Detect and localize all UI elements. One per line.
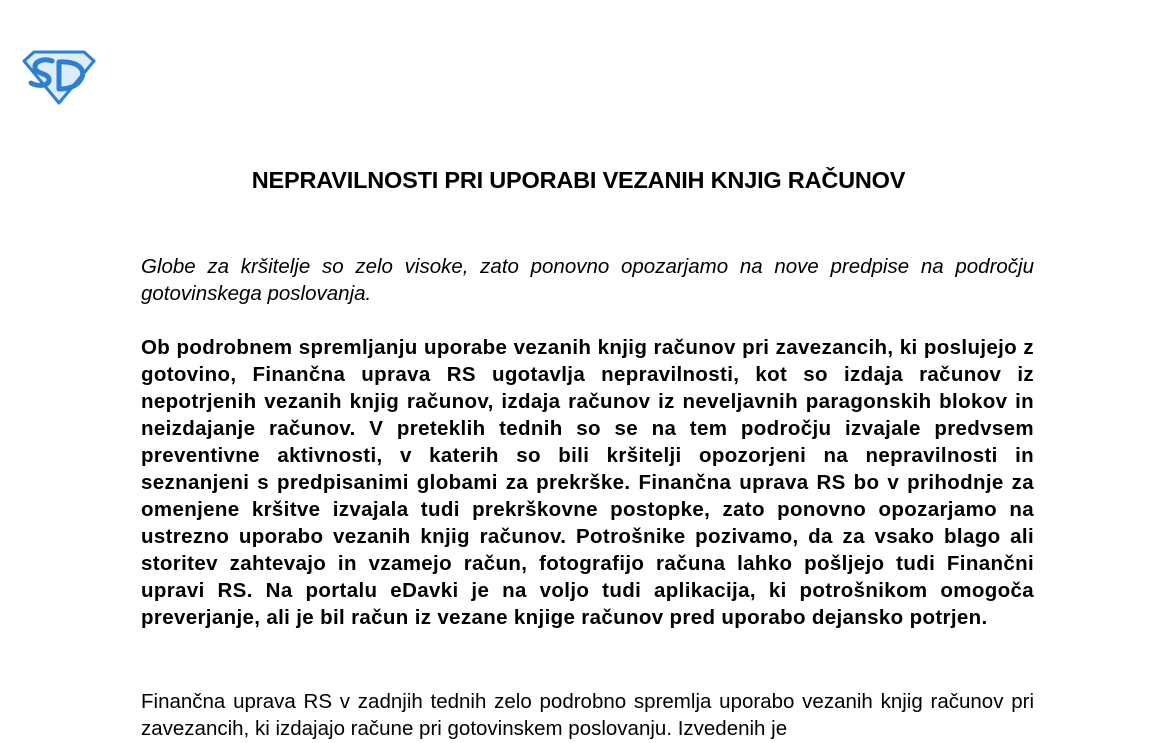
body-paragraph: Finančna uprava RS v zadnjih tednih zelo podrobno spremlja uporabo vezanih knjig računov pri zavezancih, ki izdajajo račune pri gotovinskem poslovanju. Izvedenih je — [141, 690, 1034, 740]
document-title: NEPRAVILNOSTI PRI UPORABI VEZANIH KNJIG RAČUNOV — [251, 167, 906, 193]
shield-logo-icon — [22, 49, 96, 105]
body-paragraph-bold: Ob podrobnem spremljanju uporabe vezanih knjig računov pri zavezancih, ki poslujejo z gotovino, Finančna uprava RS ugotavlja nepravilnosti, kot so izdaja računov iz nepotrjenih vezanih knjig računov, izdaja računov iz neveljavnih paragonskih blokov in neizdajanje računov. V preteklih tednih so se na tem področju izvajale predvsem preventivne aktivnosti, v katerih so bili kršitelji opozorjeni na nepravilnosti in seznanjeni s predpisanimi globami za prekrške. Finančna uprava RS bo v prihodnje za omenjene kršitve izvajala tudi prekrškovne postopke, zato ponovno opozarjamo na ustrezno uporabo vezanih knjig računov. Potrošnike pozivamo, da za vsako blago ali storitev zahtevajo in vzamejo račun, fotografijo računa lahko pošljejo tudi Finančni upravi RS. Na portalu eDavki je na voljo tudi aplikacija, ki potrošnikom omogoča preverjanje, ali je bil račun iz vezane knjige računov pred uporabo dejansko potrjen. — [141, 336, 1034, 629]
sd-logo — [22, 49, 96, 105]
lead-paragraph: Globe za kršitelje so zelo visoke, zato ponovno opozarjamo na nove predpise na področju gotovinskega poslovanja. — [141, 255, 1034, 305]
